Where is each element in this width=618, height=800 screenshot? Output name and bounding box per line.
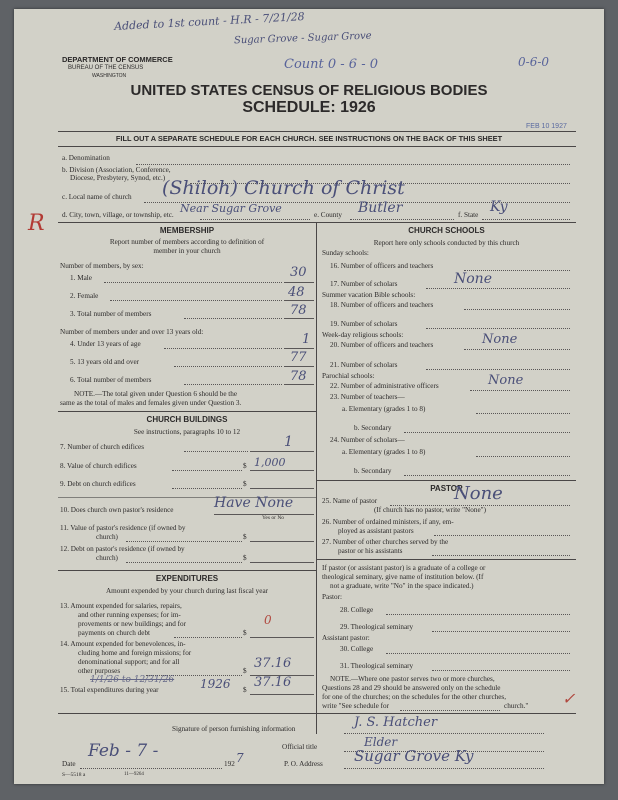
denomination-label: a. Denomination xyxy=(62,154,110,162)
pastor-note-4: write "See schedule for xyxy=(322,702,389,710)
q8-value: 1,000 xyxy=(254,456,286,469)
assistant-sub-label: Assistant pastor: xyxy=(322,634,370,642)
q15-year: 1926 xyxy=(200,677,231,691)
signature-value: J. S. Hatcher xyxy=(354,715,438,730)
q12-label-a: 12. Debt on pastor's residence (if owned by xyxy=(60,545,185,553)
q27-label-b: pastor or his assistants xyxy=(338,547,403,555)
q28-label: 28. College xyxy=(340,606,374,614)
sunday-schools-label: Sunday schools: xyxy=(322,249,369,257)
county-value: Butler xyxy=(358,200,403,216)
q8-label: 8. Value of church edifices xyxy=(60,462,137,470)
q13-label-b: and other running expenses; for im- xyxy=(78,611,181,619)
expenditures-sub: Amount expended by your church during last fiscal year xyxy=(105,587,269,595)
q13-label-a: 13. Amount expended for salaries, repairs, xyxy=(60,602,182,610)
state-value: Ky xyxy=(490,199,508,215)
q15-label: 15. Total expenditures during year xyxy=(60,686,159,694)
year-prefix: 192 xyxy=(224,760,235,768)
form-number: S—5518 a xyxy=(62,772,86,778)
po-label: P. O. Address xyxy=(284,760,323,768)
received-stamp: FEB 10 1927 xyxy=(526,123,567,130)
q19-label: 19. Number of scholars xyxy=(330,320,398,328)
members-under-over: Number of members under and over 13 years old: xyxy=(60,328,204,336)
instructions-banner: FILL OUT A SEPARATE SCHEDULE FOR EACH CHURCH. SEE INSTRUCTIONS ON THE BACK OF THIS SHEET xyxy=(115,134,503,143)
red-check-mark: R xyxy=(28,211,45,236)
title-value: Elder xyxy=(364,735,398,749)
q23b-label: b. Secondary xyxy=(354,424,392,432)
buildings-sub: See instructions, paragraphs 10 to 12 xyxy=(133,428,241,436)
pastor-note-3: for one of the churches; on the schedules for the other churches, xyxy=(322,693,507,701)
expenditures-heading: EXPENDITURES xyxy=(155,574,219,583)
pastor-note-4b: church." xyxy=(504,702,529,710)
q20-value: None xyxy=(482,332,518,347)
q12-dollar: $ xyxy=(243,554,247,562)
q9-dollar: $ xyxy=(243,480,247,488)
q11-label-b: church) xyxy=(96,533,118,541)
q7-label: 7. Number of church edifices xyxy=(60,443,145,451)
q13-value: 0 xyxy=(264,613,272,627)
signature-label: Signature of person furnishing information xyxy=(172,725,296,733)
q25-value: None xyxy=(454,483,503,504)
membership-heading: MEMBERSHIP xyxy=(159,226,215,235)
buildings-heading: CHURCH BUILDINGS xyxy=(146,415,228,424)
q2-label: 2. Female xyxy=(70,292,99,300)
schools-heading: CHURCH SCHOOLS xyxy=(408,226,485,235)
po-value: Sugar Grove Ky xyxy=(354,747,474,765)
schedule-title: SCHEDULE: 1926 xyxy=(242,99,376,116)
q24a-label: a. Elementary (grades 1 to 8) xyxy=(342,448,426,456)
membership-note-1: Report number of members according to definition of xyxy=(109,238,265,246)
q17-value: None xyxy=(454,271,492,287)
q25-label: 25. Name of pastor xyxy=(322,497,378,505)
q29-label: 29. Theological seminary xyxy=(340,623,414,631)
q5-label: 5. 13 years old and over xyxy=(70,358,140,366)
city-label-field: d. City, town, village, or township, etc. xyxy=(62,211,174,219)
form-title: UNITED STATES CENSUS OF RELIGIOUS BODIES xyxy=(130,82,488,99)
summer-schools-label: Summer vacation Bible schools: xyxy=(322,291,416,299)
yes-no-caption: Yes or No xyxy=(262,515,285,521)
q24-label: 24. Number of scholars— xyxy=(330,436,405,444)
pastor-note-2: Questions 28 and 29 should be answered only on the schedule xyxy=(322,684,501,692)
graduate-note-1: If pastor (or assistant pastor) is a graduate of a college or xyxy=(322,564,486,572)
membership-note-q6-a: NOTE.—The total given under Question 6 should be the xyxy=(74,390,238,398)
q14-label-b: cluding home and foreign missions; for xyxy=(78,649,192,657)
q5-value: 77 xyxy=(290,350,307,365)
q21-label: 21. Number of scholars xyxy=(330,361,398,369)
q14-label-c: denominational support; and for all xyxy=(78,658,180,666)
bureau-label: BUREAU OF THE CENSUS xyxy=(68,65,144,71)
pastor-heading: PASTOR xyxy=(430,484,463,493)
pastor-note-1: NOTE.—Where one pastor serves two or more churches, xyxy=(330,675,495,683)
form-number-2: 11—9264 xyxy=(124,772,144,777)
q30-label: 30. College xyxy=(340,645,374,653)
q1-label: 1. Male xyxy=(70,274,92,282)
state-label: f. State xyxy=(458,211,479,219)
code-note: 0-6-0 xyxy=(518,55,550,69)
date-value: Feb - 7 - xyxy=(88,741,159,761)
schools-sub: Report here only schools conducted by this church xyxy=(373,239,520,247)
q11-dollar: $ xyxy=(243,533,247,541)
q7-value: 1 xyxy=(284,434,293,450)
city-label: WASHINGTON xyxy=(92,73,127,79)
graduate-note-3: not a graduate, write "No" in the space indicated.) xyxy=(330,582,474,590)
q15-dollar: $ xyxy=(243,686,247,694)
county-label: e. County xyxy=(314,211,342,219)
q22-value: None xyxy=(488,373,524,388)
members-by-sex: Number of members, by sex: xyxy=(60,262,144,270)
q2-value: 48 xyxy=(288,285,305,300)
parochial-schools-label: Parochial schools: xyxy=(322,372,375,380)
q31-label: 31. Theological seminary xyxy=(340,662,414,670)
q15-strikeout: 1/1/26 to 12/31/26 xyxy=(90,675,175,685)
church-name-label: c. Local name of church xyxy=(62,193,132,201)
q14-dollar: $ xyxy=(243,667,247,675)
division-label: b. Division (Association, Conference, xyxy=(62,166,171,174)
q11-label-a: 11. Value of pastor's residence (if owned by xyxy=(60,524,186,532)
q8-dollar: $ xyxy=(243,462,247,470)
census-schedule-sheet: Added to 1st count - H.R - 7/21/28 Sugar Grove - Sugar Grove Count 0 - 6 - 0 0-6-0 DEPARTMENT OF COMMERCE BUREAU OF THE CENSUS WASHINGTON UNITED STATES CENSUS OF RELIGIOUS BODIES SCHEDULE: 1926 FEB 10 1927 FILL OUT A SEPARATE SCHEDULE FOR EACH CHURCH. SEE INSTRUCTIONS ON THE BACK OF THIS SHEET a. Denomination b. Division (Association, Conference, Diocese, Presbytery, Synod, etc.) c. Local name of church (Shiloh) Church of Christ d. City, town, village, or township, etc. Near Sugar Grove e. County Butler f. State Ky R MEMBERSHIP Report number of members according to definition of member in your church Number of members, by sex: 1. Male 30 2. Female 48 3. Total number of members 78 Number of members under and over 13 years old: 4. Under 13 years of age 1 5. 13 years old and over 77 6. Total number of members 78 NOTE.—The total given under Question 6 should be the same as the total of males and females given under Question 3. CHURCH BUILDINGS See instructions, paragraphs 10 to 12 7. Number of church edifices 1 8. Value of church edifices $ 1,000 9. Debt on church edifices $ 10. Does church own pastor's residence Have None Yes or No 11. Value of pastor's residence (if owned by church) $ 12. Debt on pastor's residence (if owned by church) $ EXPENDITURES Amount expended by your church during last fiscal year 13. Amount expended for salaries, repairs, and other running expenses; for im- provements or new buildings; and for payments on church debt $ 0 14. Amount expended for benevolences, in- cluding home and foreign missions; for denominational support; and for all other purposes $ 37.16 1/1/26 to 12/31/26 15. Total expenditures during year 1926 $ 37.16 CHURCH SCHOOLS Report here only schools conducted by this church Sunday schools: 16. Number of officers and teachers 17. Number of scholars None Summer vacation Bible schools: 18. Number of officers and teachers 19. Number of scholars Week-day religious schools: 20. Number of officers and teachers None 21. Number of scholars Parochial schools: 22. Number of administrative officers None 23. Number of teachers— a. Elementary (grades 1 to 8) b. Secondary 24. Number of scholars— a. Elementary (grades 1 to 8) b. Secondary PASTOR 25. Name of pastor None (If church has no pastor, write "None") 26. Number of ordained ministers, if any, em- ployed as assistant pastors 27. Number of other churches served by the pastor or his assistants If pastor (or assistant pastor) is a graduate of a college or theological seminary, give name of institution below. (If not a graduate, write "No" in the space indicated.) Pastor: 28. College 29. Theological seminary Assistant pastor: 30. College 31. Theological seminary NOTE.—Where one pastor serves two or more churches, Questions 28 and 29 should be answered only on the schedule for one of the churches; on the schedules for the other churches, write "See schedule for church." ✓ Signature of person furnishing information J. S. Hatcher Official title Elder Date Feb - 7 - 192 7 P. O. Address Sugar Grove Ky S—5518 a 11—9264 xyxy=(14,9,604,784)
count-note: Count 0 - 6 - 0 xyxy=(284,57,379,72)
q24b-label: b. Secondary xyxy=(354,467,392,475)
q23a-label: a. Elementary (grades 1 to 8) xyxy=(342,405,426,413)
q6-label: 6. Total number of members xyxy=(70,376,152,384)
q14-label-a: 14. Amount expended for benevolences, in- xyxy=(60,640,186,648)
membership-note-2: member in your church xyxy=(153,247,221,255)
q27-label-a: 27. Number of other churches served by the xyxy=(322,538,449,546)
q25-note: (If church has no pastor, write "None") xyxy=(374,506,486,514)
q4-value: 1 xyxy=(302,332,311,347)
q16-label: 16. Number of officers and teachers xyxy=(330,262,434,270)
church-name-value: (Shiloh) Church of Christ xyxy=(162,177,405,199)
dept-label: DEPARTMENT OF COMMERCE xyxy=(62,55,173,64)
q10-label: 10. Does church own pastor's residence xyxy=(60,506,174,514)
graduate-note-2: theological seminary, give name of institution below. (If xyxy=(322,573,484,581)
q13-label-c: provements or new buildings; and for xyxy=(78,620,186,628)
q6-value: 78 xyxy=(290,369,307,384)
q13-label-d: payments on church debt xyxy=(78,629,151,637)
q3-value: 78 xyxy=(290,303,307,318)
q3-label: 3. Total number of members xyxy=(70,310,152,318)
q20-label: 20. Number of officers and teachers xyxy=(330,341,434,349)
weekday-schools-label: Week-day religious schools: xyxy=(322,331,404,339)
q12-label-b: church) xyxy=(96,554,118,562)
added-note-line2: Sugar Grove - Sugar Grove xyxy=(233,30,372,47)
q23-label: 23. Number of teachers— xyxy=(330,393,405,401)
city-value: Near Sugar Grove xyxy=(180,202,282,215)
q15-value: 37.16 xyxy=(254,675,292,690)
q10-value: Have None xyxy=(214,495,294,511)
q14-label-d: other purposes xyxy=(78,667,121,675)
q17-label: 17. Number of scholars xyxy=(330,280,398,288)
membership-note-q6-b: same as the total of males and females given under Question 3. xyxy=(60,399,242,407)
pastor-sub-label: Pastor: xyxy=(322,593,342,601)
added-note-line1: Added to 1st count - H.R - 7/21/28 xyxy=(113,10,305,33)
q22-label: 22. Number of administrative officers xyxy=(330,382,439,390)
q26-label-a: 26. Number of ordained ministers, if any, em- xyxy=(322,518,454,526)
q9-label: 9. Debt on church edifices xyxy=(60,480,136,488)
q1-value: 30 xyxy=(290,265,307,280)
date-label: Date xyxy=(62,760,76,768)
year-value: 7 xyxy=(236,751,244,765)
q4-label: 4. Under 13 years of age xyxy=(70,340,141,348)
q26-label-b: ployed as assistant pastors xyxy=(338,527,414,535)
q13-dollar: $ xyxy=(243,629,247,637)
division-label-2: Diocese, Presbytery, Synod, etc.) xyxy=(70,174,166,182)
q14-value: 37.16 xyxy=(254,656,292,671)
title-label: Official title xyxy=(282,743,318,751)
q18-label: 18. Number of officers and teachers xyxy=(330,301,434,309)
